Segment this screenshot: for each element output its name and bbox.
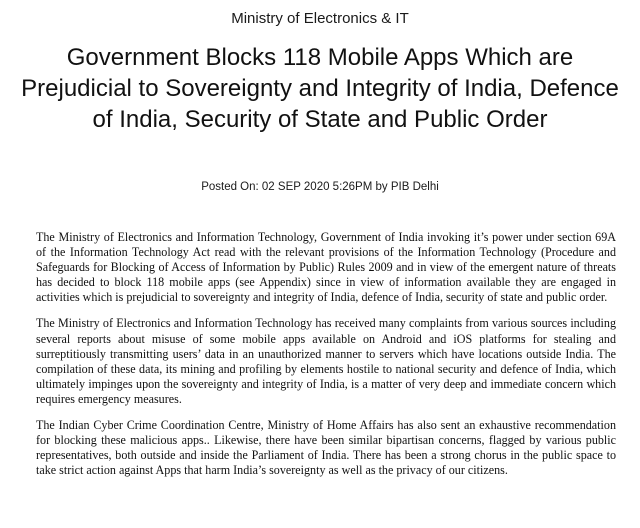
body-paragraph-1: The Ministry of Electronics and Information Technology, Government of India invoking it’s power under section 69A of the Information Technology Act read with the relevant provisions of the Information Technology (Procedure and Safeguards for Blocking of Access of Information by Public) Rules 2009 and in view of the emergent nature of threats has decided to block 118 mobile apps (see Appendix) since in view of information available they are engaged in activities which is prejudicial to sovereignty and integrity of India, defence of India, security of state and public order.	[36, 230, 616, 305]
ministry-name: Ministry of Electronics & IT	[231, 10, 409, 27]
page-title: Government Blocks 118 Mobile Apps Which are Prejudicial to Sovereignty and Integrity of India, Defence of India, Security of State and Public Order	[21, 44, 619, 133]
body-paragraph-2: The Ministry of Electronics and Information Technology has received many complaints from various sources including several reports about misuse of some mobile apps available on Android and iOS platforms for stealing and surreptitiously transmitting users’ data in an unauthorized manner to servers which have locations outside India. The compilation of these data, its mining and profiling by elements hostile to national security and defence of India, which ultimately impinges upon the sovereignty and integrity of India, is a matter of very deep and immediate concern which requires emergency measures.	[36, 316, 616, 406]
body-paragraph-3: The Indian Cyber Crime Coordination Centre, Ministry of Home Affairs has also sent an exhaustive recommendation for blocking these malicious apps.. Likewise, there have been similar bipartisan concerns, flagged by various public representatives, both outside and inside the Parliament of India. There has been a strong chorus in the public space to take strict action against Apps that harm India’s sovereignty as well as the privacy of our citizens.	[36, 418, 616, 478]
article-body	[36, 230, 616, 489]
posted-date-line: Posted On: 02 SEP 2020 5:26PM by PIB Delhi	[201, 181, 439, 193]
